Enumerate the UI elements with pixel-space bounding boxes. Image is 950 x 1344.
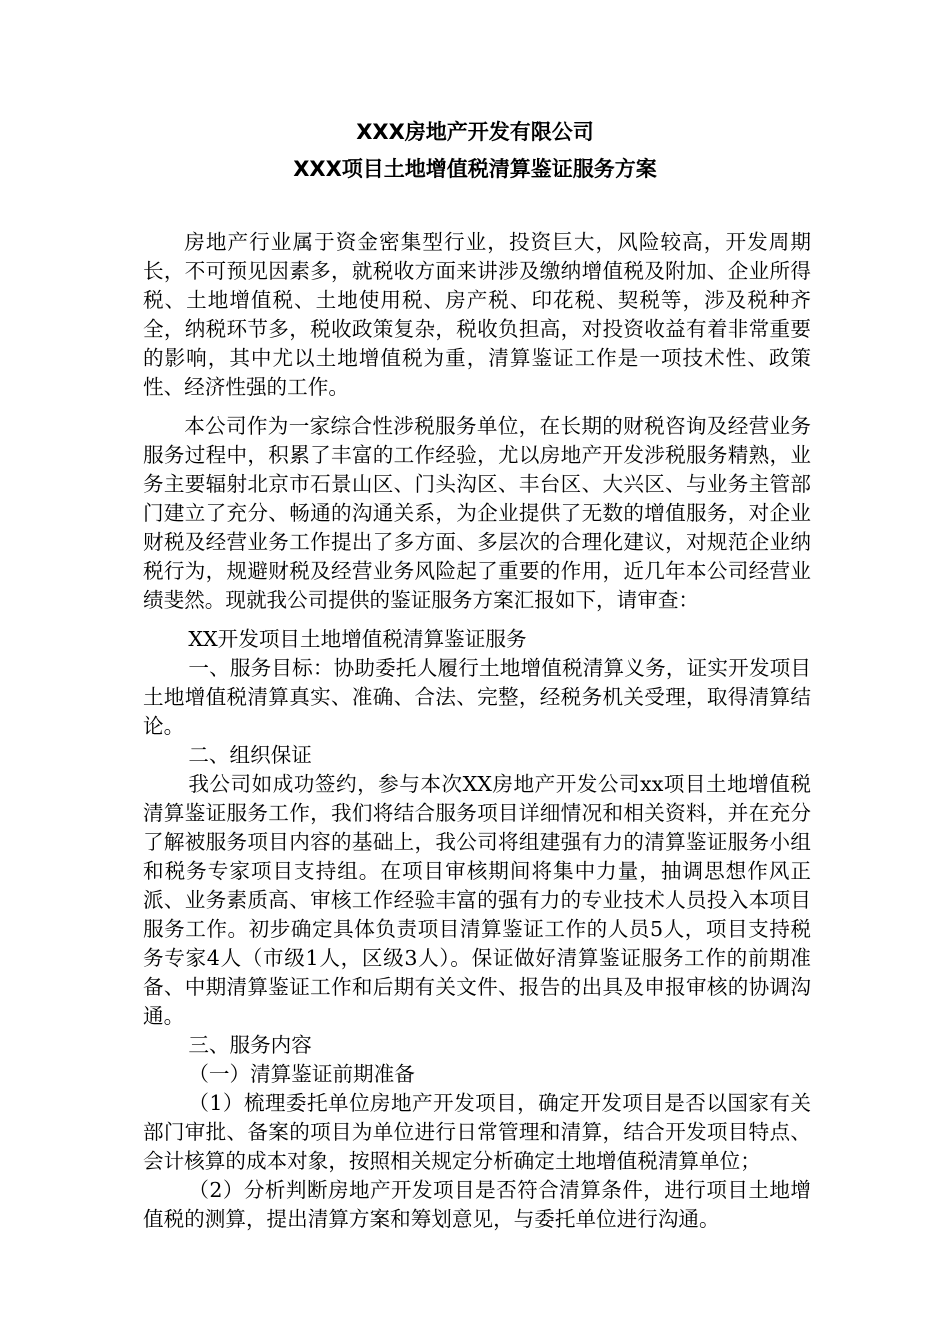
section-heading-content: 三、服务内容 [188, 1033, 312, 1057]
company-name: XXX房地产开发有限公司 [356, 120, 594, 144]
section-heading-service: XX开发项目土地增值税清算鉴证服务 [188, 627, 527, 651]
list-item-1: （1）梳理委托单位房地产开发项目，确定开发项目是否以国家有关部门审批、备案的项目为单位进行日常管理和清算，结合开发项目特点、会计核算的成本对象，按照相关规定分析确定土地增值税清算单位； [143, 1091, 811, 1173]
list-item-2: （2）分析判断房地产开发项目是否符合清算条件，进行项目土地增值税的测算，提出清算方案和筹划意见，与委托单位进行沟通。 [143, 1178, 811, 1231]
document-body [143, 228, 811, 1234]
document-title: XXX项目土地增值税清算鉴证服务方案 [293, 157, 657, 181]
section-heading-organization: 二、组织保证 [188, 743, 312, 767]
paragraph-company: 本公司作为一家综合性涉税服务单位，在长期的财税咨询及经营业务服务过程中，积累了丰富的工作经验，尤以房地产开发涉税服务精熟，业务主要辐射北京市石景山区、门头沟区、丰台区、大兴区、与业务主管部门建立了充分、畅通的沟通关系，为企业提供了无数的增值服务，对企业财税及经营业务工作提出了多方面、多层次的合理化建议，对规范企业纳税行为，规避财税及经营业务风险起了重要的作用，近几年本公司经营业绩斐然。现就我公司提供的鉴证服务方案汇报如下，请审查： [143, 414, 811, 612]
subsection-heading-preparation: （一）清算鉴证前期准备 [188, 1062, 415, 1086]
paragraph-service-goal: 一、服务目标：协助委托人履行土地增值税清算义务，证实开发项目土地增值税清算真实、准确、合法、完整，经税务机关受理，取得清算结论。 [143, 656, 811, 738]
paragraph-organization: 我公司如成功签约，参与本次XX房地产开发公司xx项目土地增值税清算鉴证服务工作，我们将结合服务项目详细情况和相关资料，并在充分了解被服务项目内容的基础上，我公司将组建强有力的清算鉴证服务小组和税务专家项目支持组。在项目审核期间将集中力量，抽调思想作风正派、业务素质高、审核工作经验丰富的强有力的专业技术人员投入本项目服务工作。初步确定具体负责项目清算鉴证工作的人员5人，项目支持税务专家4人（市级1人，区级3人）。保证做好清算鉴证服务工作的前期准备、中期清算鉴证工作和后期有关文件、报告的出具及申报审核的协调沟通。 [143, 772, 811, 1028]
paragraph-intro: 房地产行业属于资金密集型行业，投资巨大，风险较高，开发周期长，不可预见因素多，就税收方面来讲涉及缴纳增值税及附加、企业所得税、土地增值税、土地使用税、房产税、印花税、契税等，涉及税种齐全，纳税环节多，税收政策复杂，税收负担高，对投资收益有着非常重要的影响，其中尤以土地增值税为重，清算鉴证工作是一项技术性、政策性、经济性强的工作。 [143, 230, 811, 399]
